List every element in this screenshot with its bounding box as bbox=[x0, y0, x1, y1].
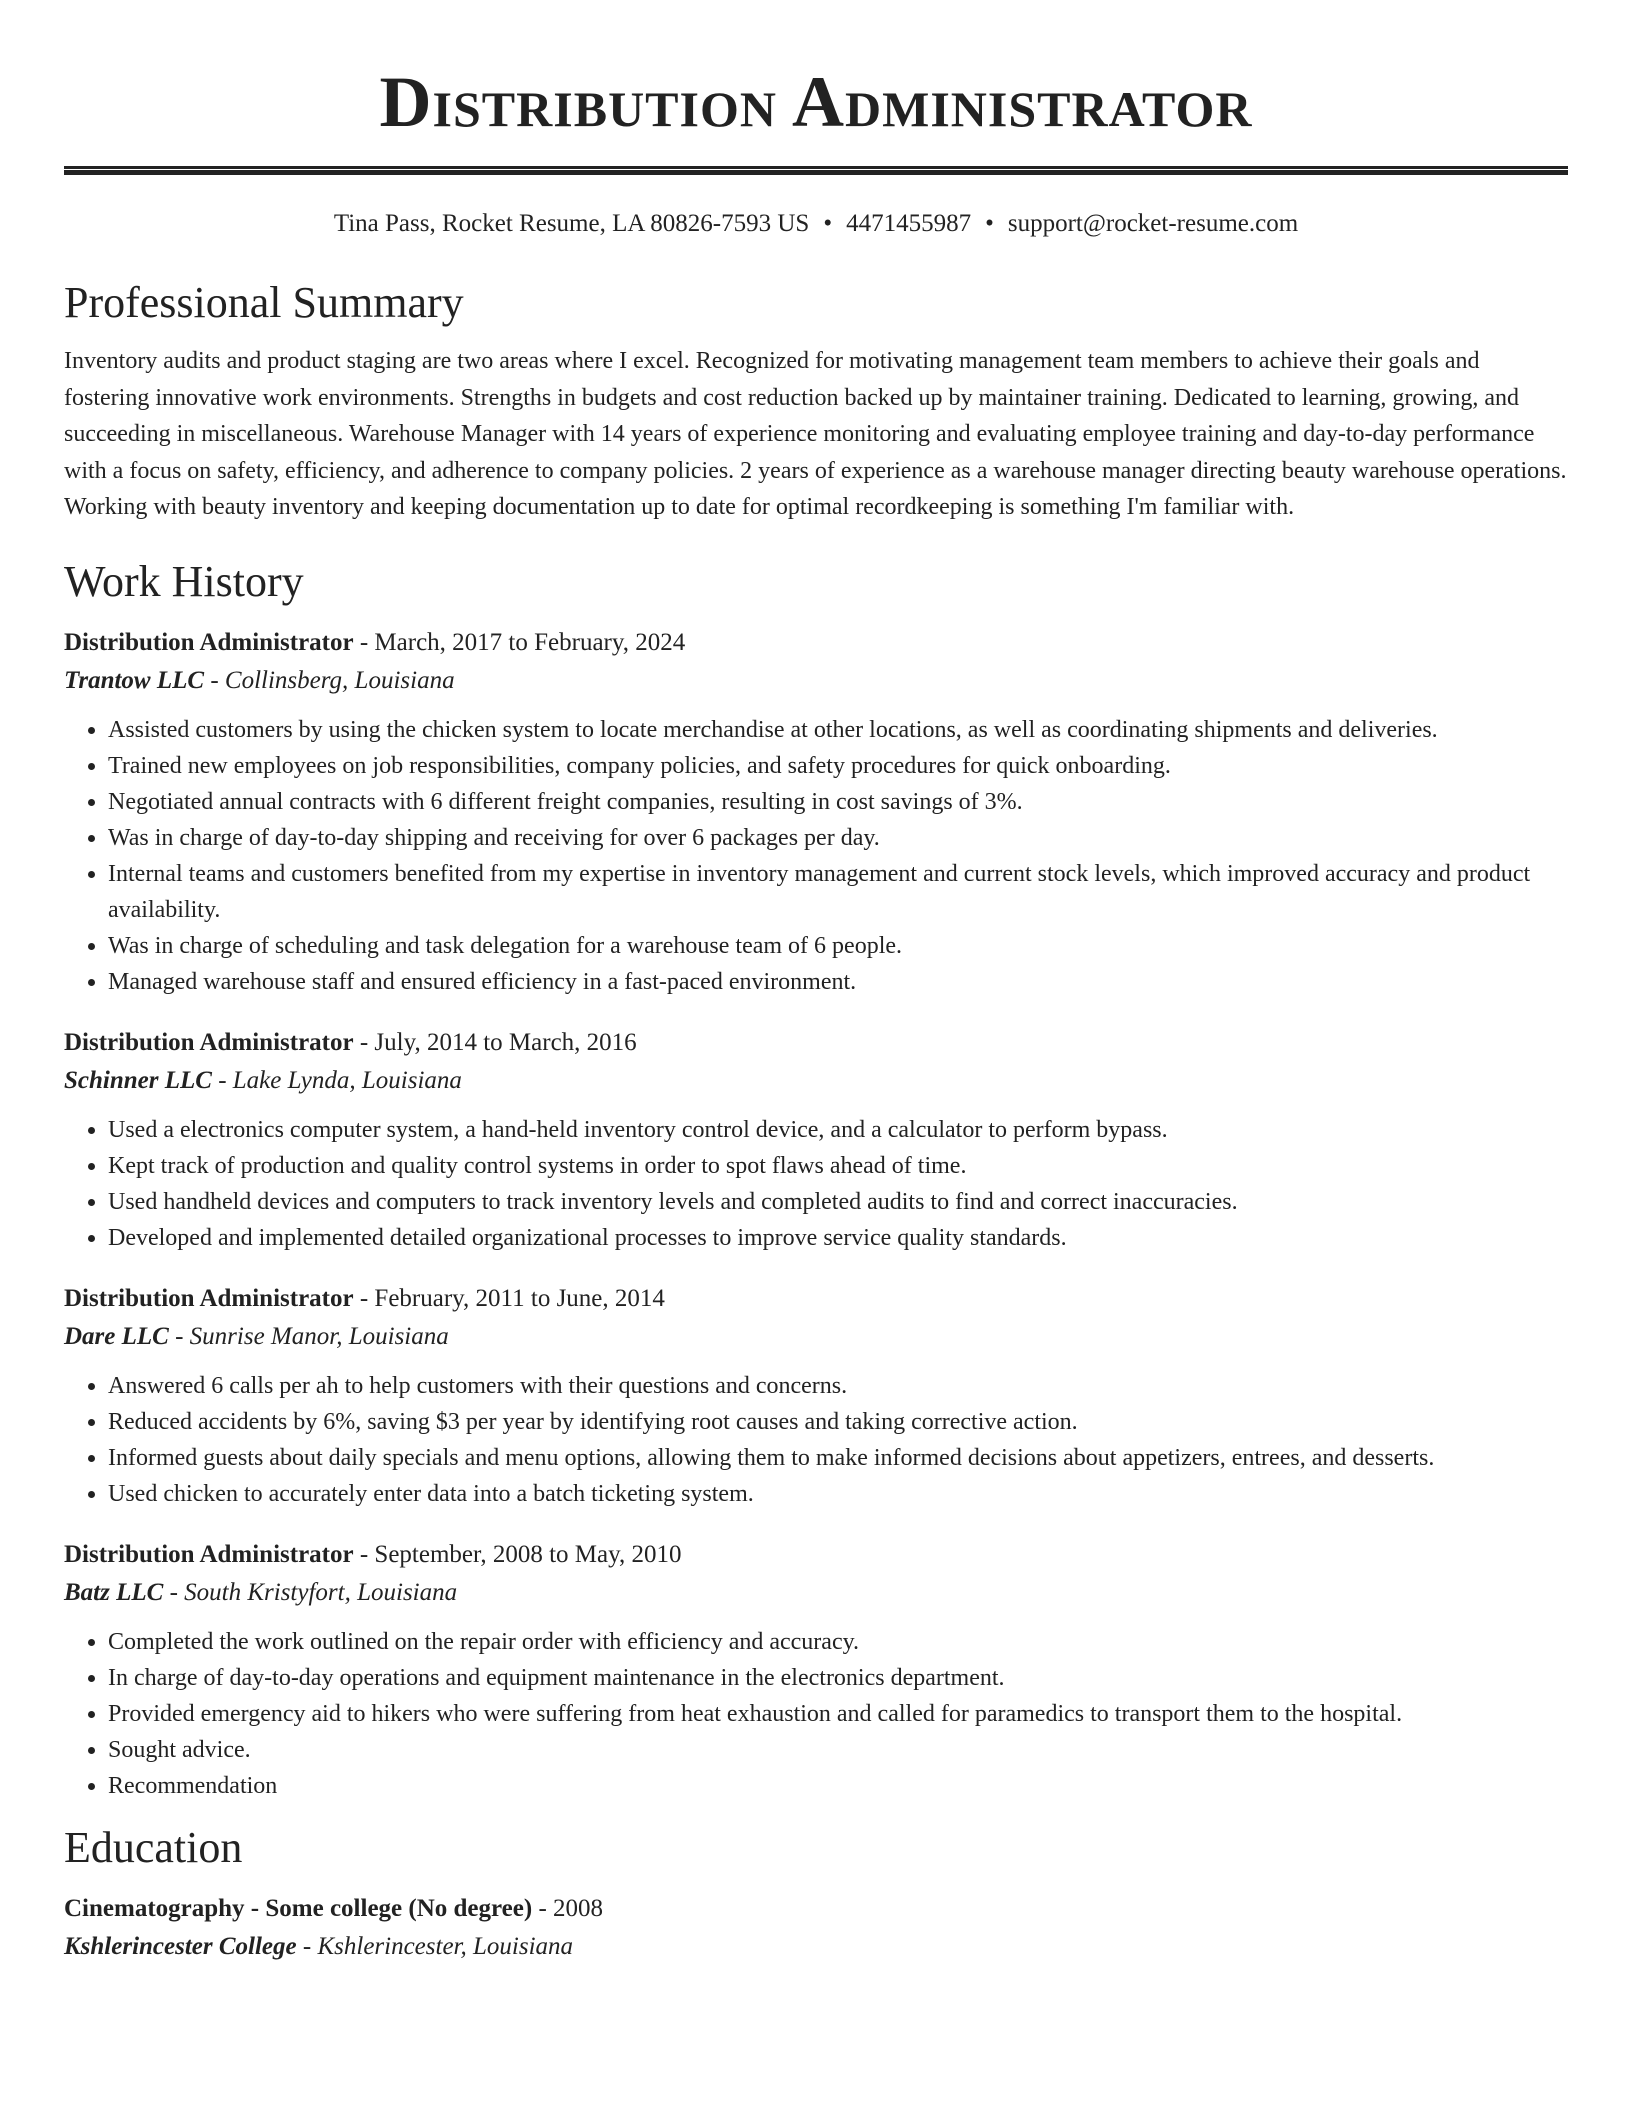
bullet-item: • Used handheld devices and computers to track inventory levels and completed audits to find and correct inaccuracies. bbox=[108, 1184, 1568, 1220]
job-bullets bbox=[64, 1112, 1568, 1256]
bullet-item: • Kept track of production and quality control systems in order to spot flaws ahead of time. bbox=[108, 1148, 1568, 1184]
bullet-item: • Was in charge of day-to-day shipping and receiving for over 6 packages per day. bbox=[108, 820, 1568, 856]
job-dates: - March, 2017 to February, 2024 bbox=[359, 628, 686, 656]
work-history-list bbox=[64, 624, 1568, 1804]
resume-title: Distribution Administrator bbox=[379, 62, 1253, 142]
education-school-line bbox=[64, 1928, 1568, 1966]
job-location: - South Kristyfort, Louisiana bbox=[169, 1578, 458, 1606]
job-entry bbox=[64, 624, 1568, 1000]
job-title: Distribution Administrator bbox=[64, 1284, 354, 1312]
bullet-item: • Provided emergency aid to hikers who were suffering from heat exhaustion and called for paramedics to transport them to the hospital. bbox=[108, 1696, 1568, 1732]
bullet-item: • Developed and implemented detailed organizational processes to improve service quality standards. bbox=[108, 1220, 1568, 1256]
bullet-item: • Informed guests about daily specials and menu options, allowing them to make informed decisions about appetizers, entrees, and desserts. bbox=[108, 1440, 1568, 1476]
job-title-line bbox=[64, 624, 1568, 662]
summary-text: Inventory audits and product staging are two areas where I excel. Recognized for motivating management team members to achieve their goals and fostering innovative work environments. Strengths in budgets and cost reduction backed up by maintainer training. Dedicated to learning, growing, and succeeding in miscellaneous. Warehouse Manager with 14 years of experience monitoring and evaluating employee training and day-to-day performance with a focus on safety, efficiency, and adherence to company policies. 2 years of experience as a warehouse manager directing beauty warehouse operations. Working with beauty inventory and keeping documentation up to date for optimal recordkeeping is something I'm familiar with. bbox=[64, 348, 1567, 520]
education-degree: Cinematography - Some college (No degree) bbox=[64, 1894, 533, 1922]
job-entry bbox=[64, 1536, 1568, 1804]
bullet-item: • Used chicken to accurately enter data into a batch ticketing system. bbox=[108, 1476, 1568, 1512]
contact-address: Tina Pass, Rocket Resume, LA 80826-7593 US bbox=[333, 210, 810, 237]
bullet-item: • Used a electronics computer system, a hand-held inventory control device, and a calculator to perform bypass. bbox=[108, 1112, 1568, 1148]
job-bullets bbox=[64, 712, 1568, 1000]
bullet-item: • Reduced accidents by 6%, saving $3 per year by identifying root causes and taking corrective action. bbox=[108, 1404, 1568, 1440]
job-company-line bbox=[64, 1318, 1568, 1356]
job-entry bbox=[64, 1024, 1568, 1256]
contact-line bbox=[64, 207, 1568, 241]
education-year: - 2008 bbox=[538, 1894, 604, 1922]
job-title-line bbox=[64, 1536, 1568, 1574]
bullet-item: • Answered 6 calls per ah to help customers with their questions and concerns. bbox=[108, 1368, 1568, 1404]
job-company: Dare LLC bbox=[64, 1322, 169, 1350]
job-company: Schinner LLC bbox=[64, 1066, 212, 1094]
bullet-item: • Recommendation bbox=[108, 1768, 1568, 1804]
education-location: - Kshlerincester, Louisiana bbox=[302, 1932, 574, 1960]
title-divider bbox=[64, 166, 1568, 175]
bullet-item: • Was in charge of scheduling and task delegation for a warehouse team of 6 people. bbox=[108, 928, 1568, 964]
job-company-line bbox=[64, 1062, 1568, 1100]
bullet-item: • Internal teams and customers benefited from my expertise in inventory management and current stock levels, which improved accuracy and product availability. bbox=[108, 856, 1568, 928]
job-dates: - July, 2014 to March, 2016 bbox=[359, 1028, 637, 1056]
bullet-item: • Managed warehouse staff and ensured efficiency in a fast-paced environment. bbox=[108, 964, 1568, 1000]
summary-heading: Professional Summary bbox=[64, 278, 464, 327]
education-title-line bbox=[64, 1890, 1568, 1928]
job-title: Distribution Administrator bbox=[64, 1540, 354, 1568]
job-company-line bbox=[64, 662, 1568, 700]
job-title-line bbox=[64, 1280, 1568, 1318]
job-bullets bbox=[64, 1368, 1568, 1512]
bullet-item: • Negotiated annual contracts with 6 different freight companies, resulting in cost savings of 3%. bbox=[108, 784, 1568, 820]
job-title: Distribution Administrator bbox=[64, 628, 354, 656]
education-school: Kshlerincester College bbox=[64, 1932, 297, 1960]
job-entry bbox=[64, 1280, 1568, 1512]
job-bullets bbox=[64, 1624, 1568, 1804]
work-history-heading: Work History bbox=[64, 556, 304, 606]
job-title: Distribution Administrator bbox=[64, 1028, 354, 1056]
contact-phone: 4471455987 bbox=[846, 210, 972, 237]
job-dates: - February, 2011 to June, 2014 bbox=[359, 1284, 665, 1312]
bullet-item: • Sought advice. bbox=[108, 1732, 1568, 1768]
job-location: - Collinsberg, Louisiana bbox=[210, 666, 455, 694]
bullet-item: • In charge of day-to-day operations and equipment maintenance in the electronics department. bbox=[108, 1660, 1568, 1696]
job-dates: - September, 2008 to May, 2010 bbox=[359, 1540, 682, 1568]
job-location: - Sunrise Manor, Louisiana bbox=[175, 1322, 449, 1350]
job-company: Trantow LLC bbox=[64, 666, 205, 694]
bullet-item: • Assisted customers by using the chicken system to locate merchandise at other locations, as well as coordinating shipments and deliveries. bbox=[108, 712, 1568, 748]
contact-separator: • bbox=[985, 210, 994, 237]
job-company: Batz LLC bbox=[64, 1578, 164, 1606]
job-title-line bbox=[64, 1024, 1568, 1062]
contact-separator: • bbox=[823, 210, 833, 237]
bullet-item: • Completed the work outlined on the repair order with efficiency and accuracy. bbox=[108, 1624, 1568, 1660]
contact-email: support@rocket-resume.com bbox=[1007, 210, 1299, 237]
education-entry bbox=[64, 1890, 1568, 1966]
job-location: - Lake Lynda, Louisiana bbox=[218, 1066, 462, 1094]
education-heading: Education bbox=[64, 1822, 243, 1872]
bullet-item: • Trained new employees on job responsibilities, company policies, and safety procedures for quick onboarding. bbox=[108, 748, 1568, 784]
job-company-line bbox=[64, 1574, 1568, 1612]
